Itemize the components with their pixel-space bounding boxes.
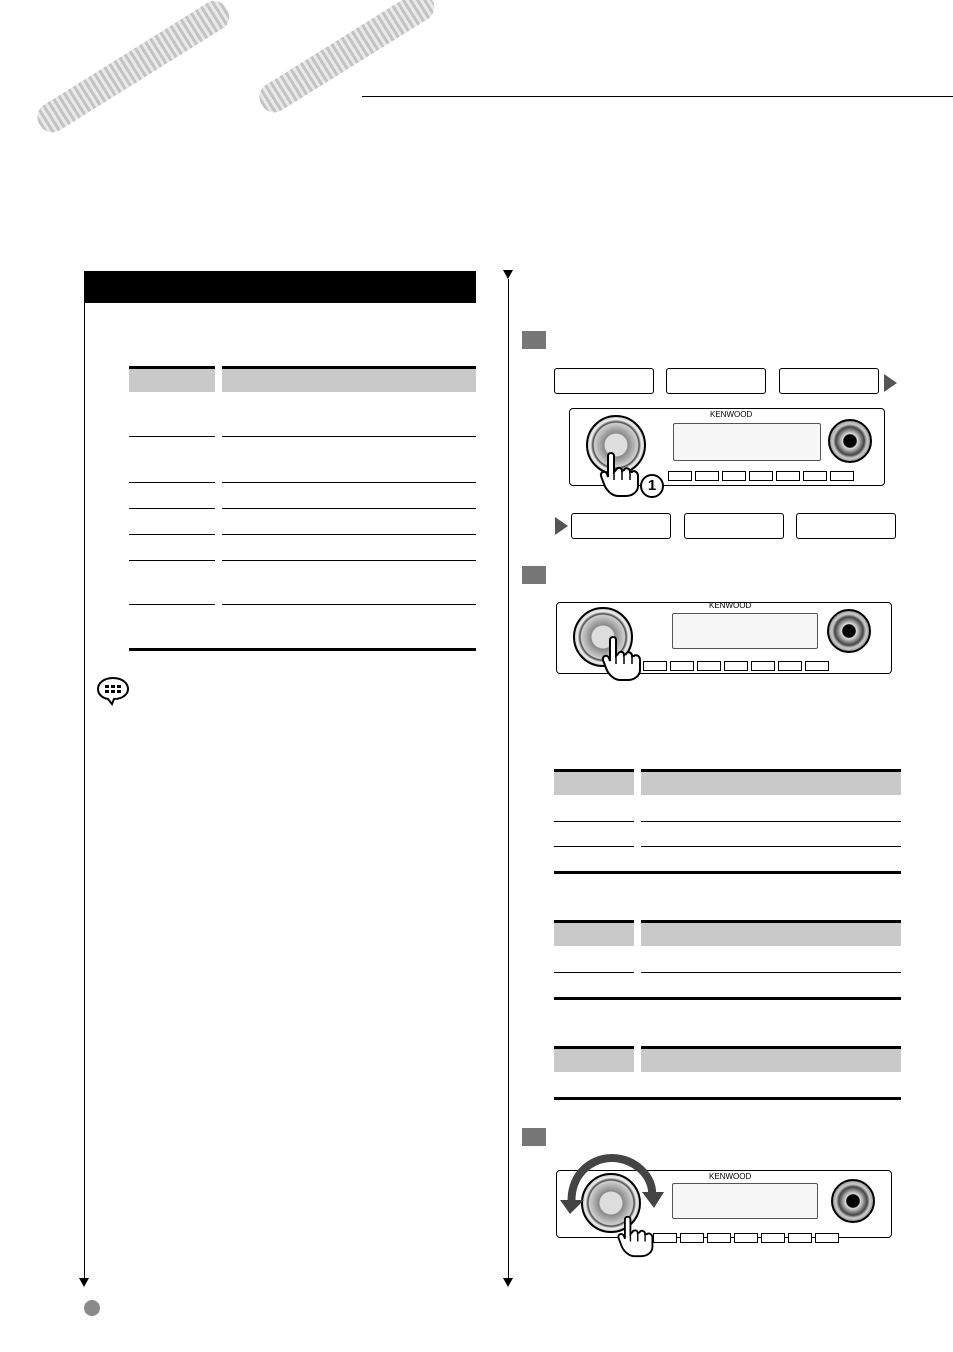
table-a-head-col2 [641,769,901,795]
tread-stripe-decoration-right [254,0,440,118]
table-b-bottom-rule [554,997,901,1000]
table-a-bottom-rule [554,871,901,874]
left-table-head-col2 [222,366,476,392]
display-state-box [796,513,896,539]
preset-buttons [668,471,854,481]
unit-logo: KENWOOD [709,601,752,610]
step-badge-number: 1 [647,477,657,494]
unit-logo: KENWOOD [710,410,753,419]
step-1-marker [522,331,546,349]
unit-display [672,613,818,649]
page-number-bullet [84,1300,100,1316]
left-table-head-col1 [129,366,215,392]
table-c-bottom-rule [554,1097,901,1100]
table-row [129,604,215,605]
step-3-marker [522,1128,546,1146]
table-row [222,482,476,483]
hand-press-icon [598,450,640,498]
display-state-box [666,368,766,394]
table-row [222,508,476,509]
table-b-head-col1 [554,920,634,946]
step-badge-icon [640,474,664,498]
table-row [129,534,215,535]
left-column-guide [84,303,85,1278]
hand-press-icon [614,1214,656,1258]
table-row [554,972,634,973]
rotate-arrows-icon [556,1150,666,1214]
right-column-guide [508,279,509,1279]
display-state-box [571,513,671,539]
display-state-box [779,368,879,394]
left-table-bottom-rule [129,648,476,651]
table-row [129,508,215,509]
table-row [222,604,476,605]
table-row [554,846,634,847]
preset-buttons [643,661,829,671]
table-a-head-col1 [554,769,634,795]
table-row [641,972,901,973]
step-2-marker [522,566,546,584]
table-row [641,846,901,847]
table-row [129,560,215,561]
unit-display [673,423,821,461]
tread-stripe-decoration-left [32,0,234,138]
preset-buttons [653,1233,839,1243]
table-row [129,482,215,483]
table-c-head-col1 [554,1046,634,1072]
table-row [222,560,476,561]
unit-display [672,1183,818,1219]
right-column-top-arrow-icon [503,270,513,279]
control-knob-icon [831,1179,875,1223]
title-rule [362,96,953,97]
table-row [641,821,901,822]
display-state-box [554,368,654,394]
table-row [222,534,476,535]
control-knob-icon [827,609,871,653]
table-c-head-col2 [641,1046,901,1072]
table-row [554,821,634,822]
hand-press-icon [600,634,642,682]
triangle-right-icon [884,374,897,392]
control-knob-icon [828,419,872,463]
section-header-bar [84,271,476,303]
left-column-arrow-icon [79,1278,89,1287]
speech-bubble-note-icon [96,676,130,706]
table-b-head-col2 [641,920,901,946]
table-row [222,436,476,437]
unit-logo: KENWOOD [709,1172,752,1181]
right-column-arrow-icon [503,1278,513,1287]
triangle-right-icon [555,517,568,535]
table-row [129,436,215,437]
display-state-box [684,513,784,539]
